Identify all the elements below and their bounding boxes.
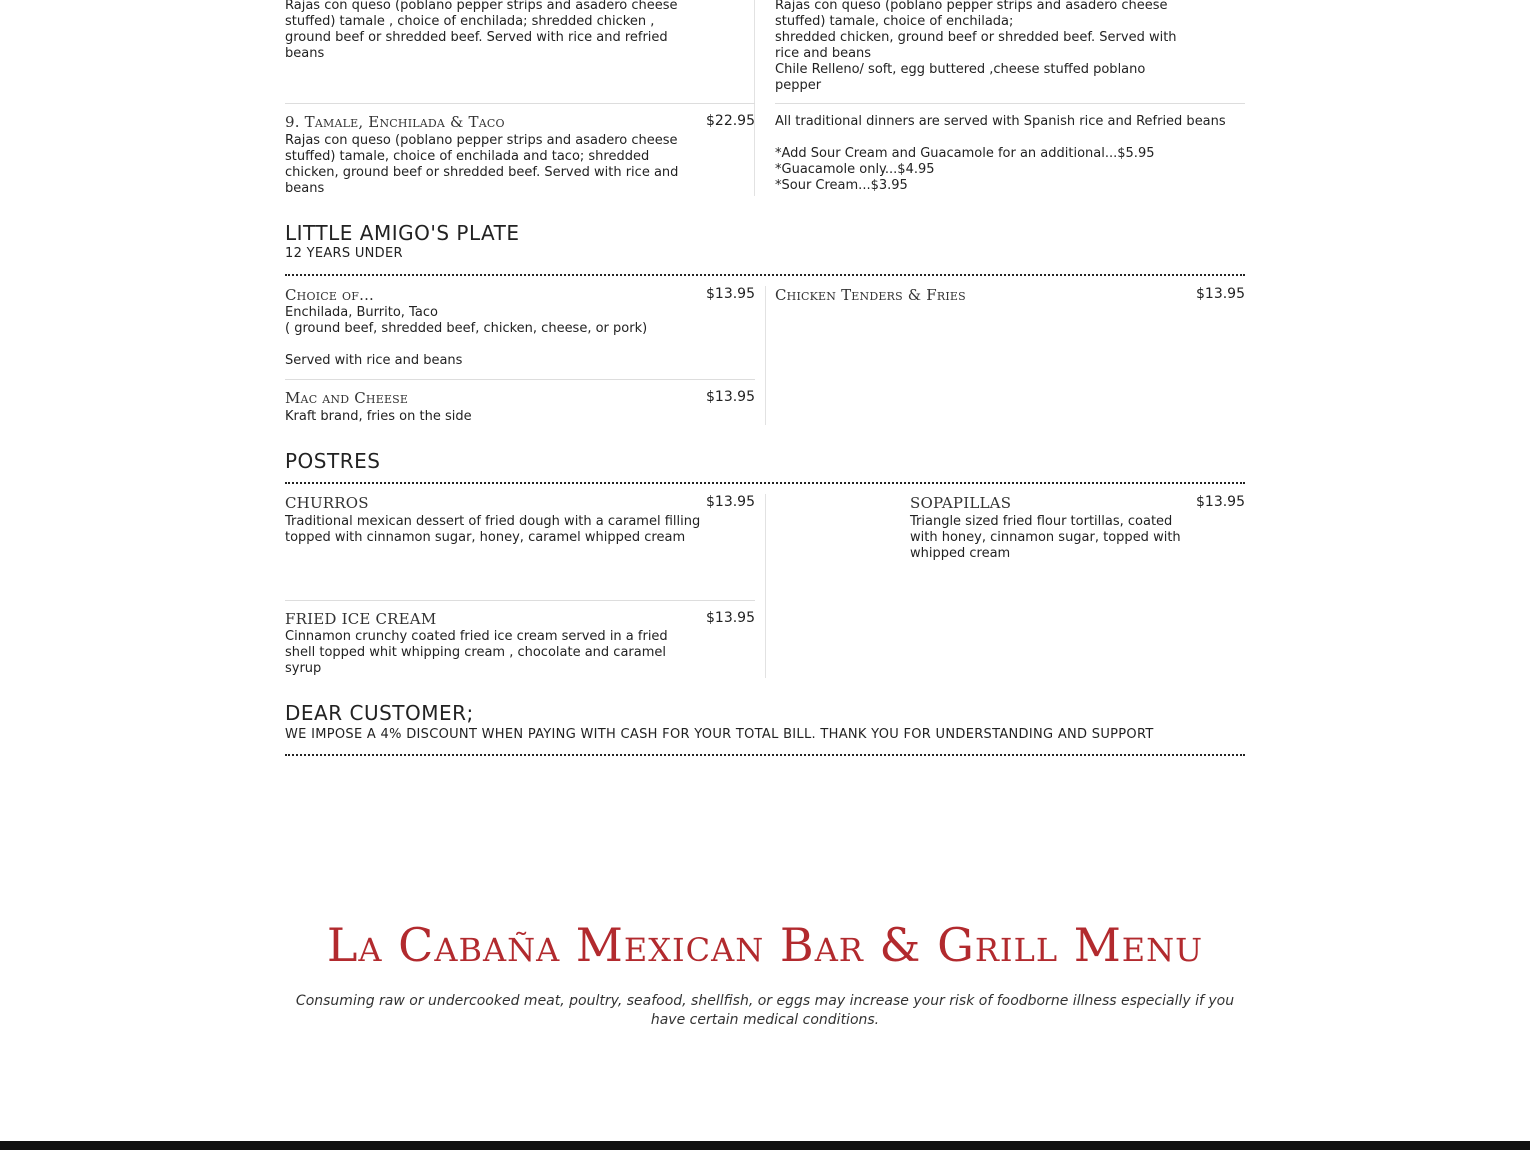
item-description: Enchilada, Burrito, Taco ( ground beef, shredded beef, chicken, cheese, or pork) Served with rice and beans [285, 305, 648, 368]
food-safety-disclaimer: Consuming raw or undercooked meat, poultry, seafood, shellfish, or eggs may increase your risk of foodborne illness especially if you have certain medical conditions. [295, 993, 1235, 1028]
column-divider [765, 286, 766, 425]
item-separator [775, 103, 1245, 104]
section-title-postres: POSTRES [285, 449, 381, 473]
item-name-churros: CHURROS [285, 494, 369, 512]
item-description: Kraft brand, fries on the side [285, 409, 472, 424]
item-description: Cinnamon crunchy coated fried ice cream served in a fried shell topped whit whipping cream , chocolate and caramel syrup [285, 629, 668, 676]
item-description: Rajas con queso (poblano pepper strips and asadero cheese stuffed) tamale, choice of enchilada and taco; shredded chicken, ground beef or shredded beef. Served with rice and beans [285, 133, 679, 196]
section-divider [285, 482, 1245, 484]
section-divider [285, 754, 1245, 756]
item-price: $13.95 [706, 286, 755, 302]
item-description: Traditional mexican dessert of fried dough with a caramel filling topped with cinnamon sugar, honey, caramel whipped cream [285, 514, 701, 545]
item-price: $13.95 [706, 610, 755, 626]
section-title-little-amigo: LITTLE AMIGO'S PLATE [285, 221, 520, 245]
footer-bar [0, 1141, 1530, 1150]
item-name-tamale-enchilada-taco: 9. Tamale, Enchilada & Taco [285, 113, 505, 131]
section-subtitle: 12 YEARS UNDER [285, 246, 403, 261]
section-divider [285, 274, 1245, 276]
item-name-fried-ice-cream: FRIED ICE CREAM [285, 610, 437, 628]
item-name-sopapillas: SOPAPILLAS [910, 494, 1012, 512]
notice-text: WE IMPOSE A 4% DISCOUNT WHEN PAYING WITH CASH FOR YOUR TOTAL BILL. THANK YOU FOR UNDERSTANDING AND SUPPORT [285, 727, 1154, 742]
item-separator [285, 379, 755, 380]
notice-title: DEAR CUSTOMER; [285, 701, 474, 725]
item-description: Triangle sized fried flour tortillas, coated with honey, cinnamon sugar, topped with whipped cream [910, 514, 1181, 561]
item-name-choice-of: Choice of... [285, 286, 375, 304]
column-divider [765, 494, 766, 678]
column-divider [754, 0, 755, 196]
dinners-addons: *Add Sour Cream and Guacamole for an additional...$5.95 *Guacamole only...$4.95 *Sour Cream...$3.95 [775, 146, 1155, 193]
item-price: $13.95 [1196, 286, 1245, 302]
item-name-chicken-tenders: Chicken Tenders & Fries [775, 286, 966, 304]
item-name-mac-and-cheese: Mac and Cheese [285, 389, 409, 407]
item-price: $13.95 [706, 494, 755, 510]
item-separator [285, 600, 755, 601]
item-price: $22.95 [706, 113, 755, 129]
menu-title: La Cabaña Mexican Bar & Grill Menu [326, 918, 1204, 972]
dinner-description-right: Rajas con queso (poblano pepper strips and asadero cheese stuffed) tamale, choice of enchilada; shredded chicken, ground beef or shredded beef. Served with rice and beans Chile Relleno/ soft, egg buttered ,cheese stuffed poblano pepper [775, 0, 1177, 93]
item-separator [285, 103, 755, 104]
dinners-note: All traditional dinners are served with Spanish rice and Refried beans [775, 114, 1226, 129]
item-price: $13.95 [706, 389, 755, 405]
dinner-description-left: Rajas con queso (poblano pepper strips and asadero cheese stuffed) tamale , choice of enchilada; shredded chicken , ground beef or shredded beef. Served with rice and refried beans [285, 0, 678, 61]
item-price: $13.95 [1196, 494, 1245, 510]
